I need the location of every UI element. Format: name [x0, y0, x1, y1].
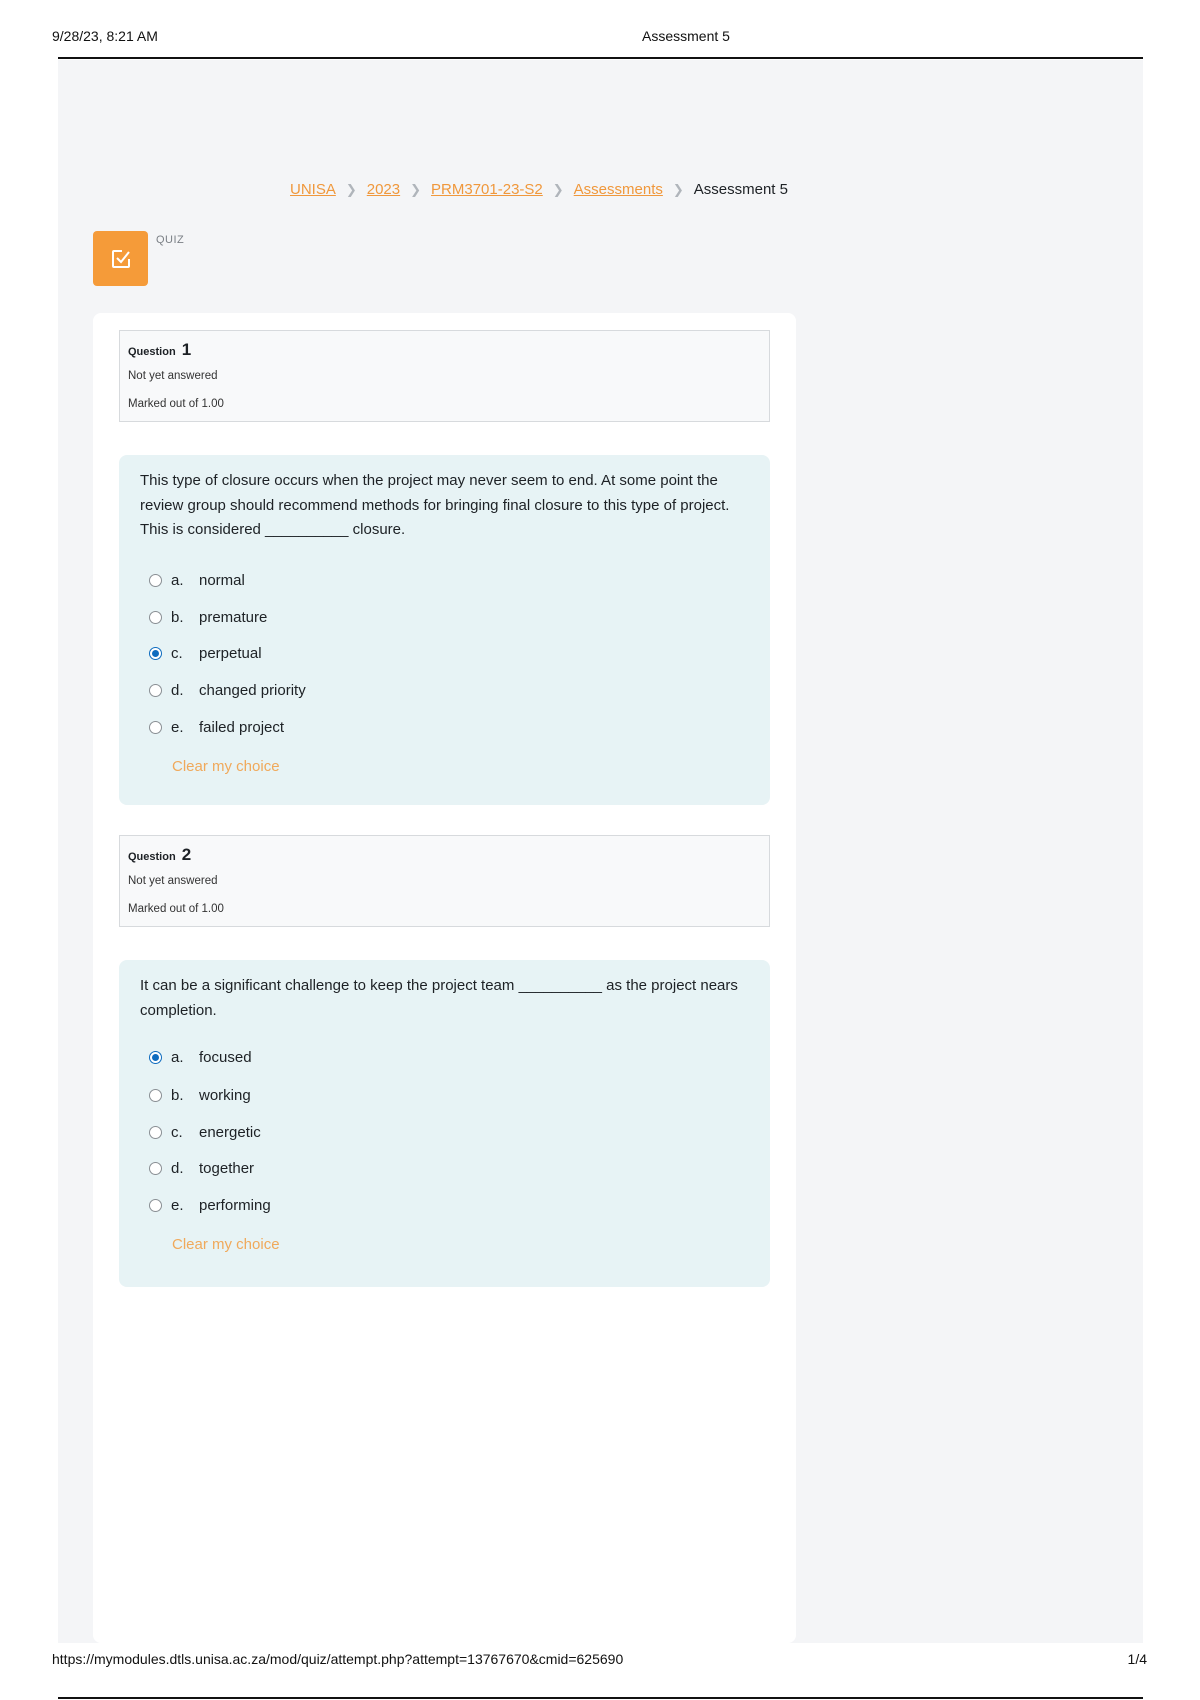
option-label: together	[199, 1159, 255, 1177]
question-number-value: 2	[181, 845, 192, 864]
activity-type-label: QUIZ	[156, 234, 185, 246]
radio-button[interactable]	[149, 1089, 162, 1102]
option-label: changed priority	[199, 681, 306, 699]
radio-button-selected[interactable]	[149, 647, 162, 660]
question-number-value: 1	[181, 340, 192, 359]
question-grade: Marked out of 1.00	[128, 398, 224, 410]
breadcrumb	[290, 181, 788, 198]
header-divider	[58, 57, 1143, 59]
question-number	[128, 845, 191, 865]
question-info-1	[119, 330, 770, 422]
option-label: performing	[199, 1196, 271, 1214]
option-label: energetic	[199, 1123, 261, 1141]
clear-choice-link[interactable]: Clear my choice	[172, 758, 280, 775]
radio-button[interactable]	[149, 1126, 162, 1139]
breadcrumb-link-unisa[interactable]: UNISA	[290, 181, 336, 198]
print-page-number: 1/4	[1127, 1651, 1147, 1667]
question-content-1	[119, 455, 770, 805]
radio-button[interactable]	[149, 1162, 162, 1175]
answer-option[interactable]	[149, 1084, 251, 1106]
option-letter: e.	[171, 1196, 184, 1214]
radio-button[interactable]	[149, 574, 162, 587]
question-state: Not yet answered	[128, 875, 218, 887]
option-label: normal	[199, 571, 245, 589]
option-letter: a.	[171, 1048, 184, 1066]
radio-button[interactable]	[149, 1199, 162, 1212]
answer-option[interactable]	[149, 1121, 261, 1143]
question-content-2	[119, 960, 770, 1287]
option-label: premature	[199, 608, 268, 626]
breadcrumb-separator-icon: ❯	[410, 181, 422, 197]
option-letter: b.	[171, 608, 184, 626]
answer-option[interactable]	[149, 1157, 254, 1179]
question-text: This type of closure occurs when the project may never seem to end. At some point the review group should recommend methods for bringing final closure to this type of project. This is considered __________ closure.	[140, 472, 730, 538]
question-state: Not yet answered	[128, 370, 218, 382]
radio-button-selected[interactable]	[149, 1051, 162, 1064]
option-letter: c.	[171, 1123, 183, 1141]
radio-button[interactable]	[149, 721, 162, 734]
clear-choice-link[interactable]: Clear my choice	[172, 1236, 280, 1253]
option-letter: e.	[171, 718, 184, 736]
radio-button[interactable]	[149, 684, 162, 697]
breadcrumb-link-assessments[interactable]: Assessments	[573, 181, 663, 198]
breadcrumb-separator-icon: ❯	[345, 181, 357, 197]
option-letter: b.	[171, 1086, 184, 1104]
breadcrumb-separator-icon: ❯	[552, 181, 564, 197]
answer-option[interactable]	[149, 716, 284, 738]
print-title: Assessment 5	[642, 28, 730, 44]
quiz-check-icon	[93, 231, 148, 286]
question-grade: Marked out of 1.00	[128, 903, 224, 915]
question-label: Question	[128, 346, 176, 358]
footer-divider	[58, 1697, 1143, 1699]
answer-option[interactable]	[149, 569, 245, 591]
option-letter: d.	[171, 681, 184, 699]
option-label: working	[199, 1086, 251, 1104]
option-label: focused	[199, 1048, 252, 1066]
radio-button[interactable]	[149, 611, 162, 624]
answer-option[interactable]	[149, 1046, 252, 1068]
question-label: Question	[128, 851, 176, 863]
breadcrumb-link-year[interactable]: 2023	[366, 181, 401, 198]
answer-option[interactable]	[149, 679, 306, 701]
question-text: It can be a significant challenge to keep the project team __________ as the project nears completion.	[140, 977, 738, 1019]
answer-option[interactable]	[149, 642, 262, 664]
breadcrumb-link-course[interactable]: PRM3701-23-S2	[431, 181, 543, 198]
breadcrumb-current: Assessment 5	[693, 181, 788, 198]
question-number	[128, 340, 191, 360]
question-info-2	[119, 835, 770, 927]
option-label: perpetual	[199, 644, 262, 662]
option-label: failed project	[199, 718, 285, 736]
answer-option[interactable]	[149, 1194, 271, 1216]
breadcrumb-separator-icon: ❯	[672, 181, 684, 197]
print-url: https://mymodules.dtls.unisa.ac.za/mod/quiz/attempt.php?attempt=13767670&cmid=625690	[52, 1651, 624, 1667]
print-datetime: 9/28/23, 8:21 AM	[52, 28, 158, 44]
option-letter: c.	[171, 644, 183, 662]
answer-option[interactable]	[149, 606, 267, 628]
option-letter: a.	[171, 571, 184, 589]
option-letter: d.	[171, 1159, 184, 1177]
print-header	[52, 28, 1142, 48]
